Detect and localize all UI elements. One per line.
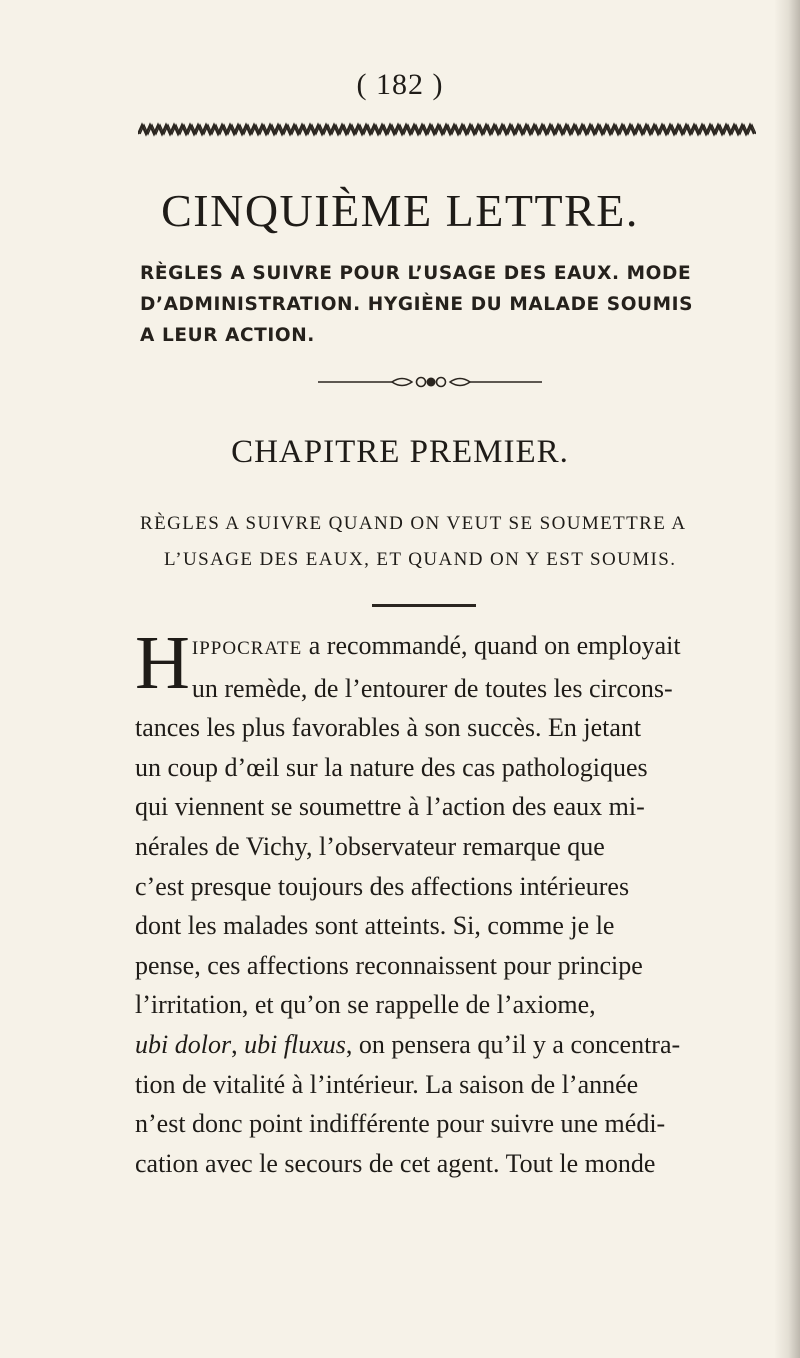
page-edge-shadow (774, 0, 800, 1358)
body-line: tion de vitalité à l’intérieur. La saison de l’année (135, 1069, 639, 1099)
chapter-title: CHAPITRE PREMIER. (231, 434, 569, 470)
body-line: un remède, de l’entourer de toutes les circons- (191, 673, 673, 703)
body-line: pense, ces affections reconnaissent pour principe (135, 950, 643, 980)
body-line: tances les plus favorables à son succès. En jetant (135, 713, 642, 743)
letter-title: CINQUIÈME LETTRE. (161, 185, 639, 236)
body-line: cation avec le secours de cet agent. Tout le monde (135, 1148, 656, 1178)
body-line: nérales de Vichy, l’observateur remarque que (135, 831, 605, 861)
body-line-text: a recommandé, quand on employait (302, 631, 681, 660)
body-line (135, 626, 765, 669)
small-caps-word: IPPOCRATE (191, 638, 303, 659)
body-line: c’est presque toujours des affections intérieures (135, 871, 630, 901)
body-line: un coup d’œil sur la nature des cas pathologiques (135, 752, 648, 782)
summary-line: D’ADMINISTRATION. HYGIÈNE DU MALADE SOUMIS (140, 294, 694, 315)
ornament-band (138, 122, 756, 138)
ornament-divider (318, 374, 542, 390)
body-line: n’est donc point indifférente pour suivre une médi- (135, 1109, 666, 1139)
chapter-summary (140, 506, 768, 578)
section-rule (372, 604, 476, 607)
body-line (135, 1025, 765, 1065)
body-paragraph (135, 621, 765, 1183)
body-line-text: , (231, 1029, 245, 1059)
body-line-text: , on pensera qu’il y a concentra- (345, 1029, 681, 1059)
latin-phrase: ubi dolor (135, 1029, 232, 1059)
body-line: l’irritation, et qu’on se rappelle de l’axiome, (135, 990, 596, 1020)
summary-line: RÈGLES A SUIVRE POUR L’USAGE DES EAUX. MODE (140, 263, 692, 284)
chapter-summary-line: L’USAGE DES EAUX, ET QUAND ON Y EST SOUMIS. (164, 549, 677, 570)
letter-summary (140, 258, 758, 351)
body-line: qui viennent se soumettre à l’action des eaux mi- (135, 792, 645, 822)
latin-phrase: ubi fluxus (244, 1029, 346, 1059)
summary-line: A LEUR ACTION. (140, 325, 315, 346)
body-line: dont les malades sont atteints. Si, comme je le (135, 911, 615, 941)
page-number: ( 182 ) (356, 68, 444, 101)
drop-cap: H (135, 621, 190, 705)
chapter-summary-line: RÈGLES A SUIVRE QUAND ON VEUT SE SOUMETTRE A (140, 513, 687, 534)
